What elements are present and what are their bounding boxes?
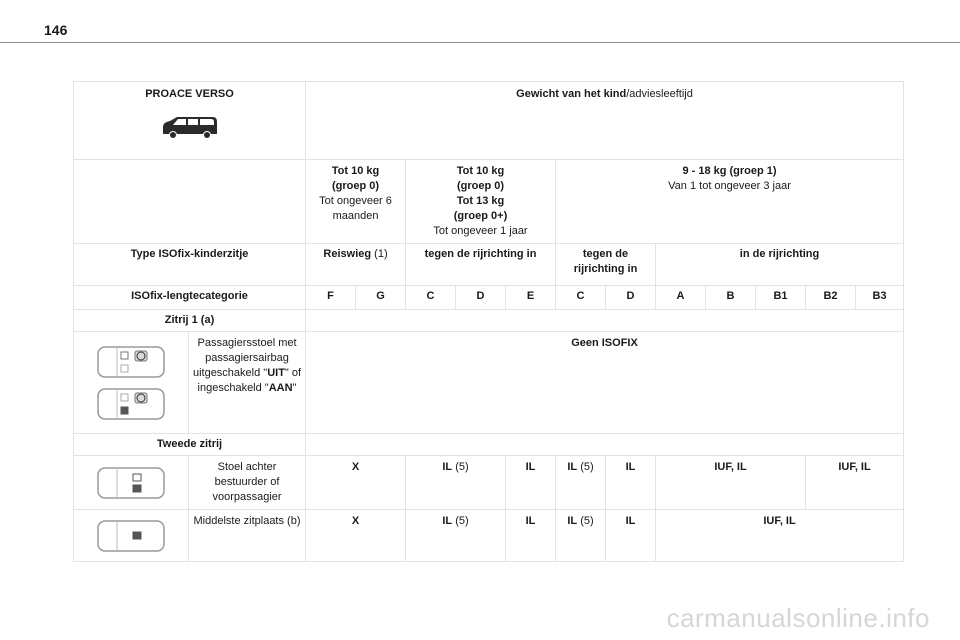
row2-seat-b-row xyxy=(74,510,904,562)
group-row-blank xyxy=(74,160,306,244)
row1-title-row xyxy=(74,310,904,332)
weight-sublabel: /adviesleeftijd xyxy=(626,88,693,100)
row2-seat-a-row xyxy=(74,456,904,510)
row1-value: Geen ISOFIX xyxy=(306,332,904,434)
category-cell: D xyxy=(606,286,656,310)
model-cell xyxy=(74,82,306,160)
row2-title-blank xyxy=(306,434,904,456)
rear-side-seat-icon xyxy=(95,465,167,501)
type-label: Type ISOfix-kinderzitje xyxy=(74,244,306,286)
group-0plus-age: Tot ongeveer 1 jaar xyxy=(433,225,528,237)
row2-seat-b-label: Middelste zitplaats (b) xyxy=(189,510,306,562)
row2-title-row xyxy=(74,434,904,456)
category-cell: C xyxy=(556,286,606,310)
airbag-on-label: AAN xyxy=(268,382,293,394)
group-0-age: Tot ongeveer 6 maanden xyxy=(319,195,392,222)
type-forward: in de rijrichting xyxy=(656,244,904,286)
category-cell: E xyxy=(506,286,556,310)
row2-seat-a-label: Stoel achter bestuurder of voorpassagier xyxy=(189,456,306,510)
category-cell: G xyxy=(356,286,406,310)
type-reiswieg xyxy=(306,244,406,286)
row2-seat-a-c7: IUF, IL xyxy=(806,456,904,510)
type-rearward-2: tegen de rijrichting in xyxy=(556,244,656,286)
row2-seat-b-c1: X xyxy=(306,510,406,562)
row2-seat-b-c6: IUF, IL xyxy=(656,510,904,562)
page-number: 146 xyxy=(44,22,68,38)
reiswieg-note: (1) xyxy=(371,248,388,260)
row2-seat-a-c1: X xyxy=(306,456,406,510)
row2-seat-b-c3: IL xyxy=(506,510,556,562)
weight-label: Gewicht van het kind xyxy=(516,88,627,100)
row2-seat-b-icon-cell xyxy=(74,510,189,562)
row2-seat-b-c5: IL xyxy=(606,510,656,562)
row2-seat-b-c2: IL (5) xyxy=(406,510,506,562)
weight-header xyxy=(306,82,904,160)
model-name: PROACE VERSO xyxy=(145,88,234,100)
group-1-cell xyxy=(556,160,904,244)
group-row xyxy=(74,160,904,244)
row1-title-blank xyxy=(306,310,904,332)
row2-seat-a-c4: IL (5) xyxy=(556,456,606,510)
front-passenger-seat-icon xyxy=(95,344,167,380)
group-0plus-cell xyxy=(406,160,556,244)
row1-seat-label: Passagiersstoel met passagiersairbag uitgeschakeld "UIT" of ingeschakeld "AAN" xyxy=(189,332,306,434)
row2-seat-b-c4: IL (5) xyxy=(556,510,606,562)
category-cell: B2 xyxy=(806,286,856,310)
top-rule xyxy=(0,42,960,43)
row1-icon-cell xyxy=(74,332,189,434)
category-row xyxy=(74,286,904,310)
category-cell: B1 xyxy=(756,286,806,310)
reiswieg-label: Reiswieg xyxy=(323,248,372,260)
group-1-weight: 9 - 18 kg (groep 1) xyxy=(682,165,777,177)
group-1-age: Van 1 tot ongeveer 3 jaar xyxy=(668,180,791,192)
row2-seat-a-c2: IL (5) xyxy=(406,456,506,510)
watermark: carmanualsonline.info xyxy=(666,603,930,633)
category-cell: C xyxy=(406,286,456,310)
category-label: ISOfix-lengtecategorie xyxy=(74,286,306,310)
row2-seat-a-c5: IL xyxy=(606,456,656,510)
category-cell: F xyxy=(306,286,356,310)
group-0-weight: Tot 10 kg (groep 0) xyxy=(331,165,380,192)
group-0-cell xyxy=(306,160,406,244)
row1-title: Zitrij 1 (a) xyxy=(74,310,306,332)
airbag-off-label: UIT xyxy=(267,367,285,379)
category-cell: D xyxy=(456,286,506,310)
row2-seat-a-c3: IL xyxy=(506,456,556,510)
category-cell: B xyxy=(706,286,756,310)
category-cell: A xyxy=(656,286,706,310)
row2-title: Tweede zitrij xyxy=(74,434,306,456)
header-row xyxy=(74,82,904,160)
group-0plus-weight: Tot 10 kg (groep 0) Tot 13 kg (groep 0+) xyxy=(453,165,508,222)
rear-middle-seat-icon xyxy=(95,518,167,554)
front-passenger-seat-airbag-icon xyxy=(95,386,167,422)
row2-seat-a-icon-cell xyxy=(74,456,189,510)
row2-seat-a-c6: IUF, IL xyxy=(656,456,806,510)
isofix-table xyxy=(73,81,904,562)
van-icon xyxy=(161,114,219,142)
type-rearward-1: tegen de rijrichting in xyxy=(406,244,556,286)
type-row xyxy=(74,244,904,286)
category-cell: B3 xyxy=(856,286,904,310)
row1-seat-row xyxy=(74,332,904,434)
